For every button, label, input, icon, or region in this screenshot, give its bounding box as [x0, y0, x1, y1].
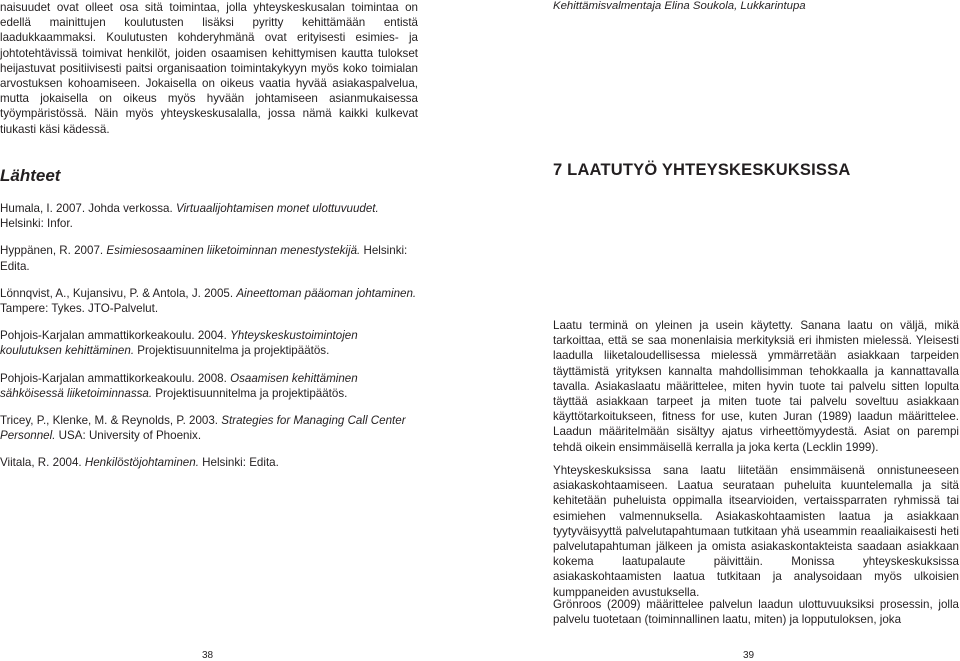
reference-list [0, 201, 418, 483]
reference-item: Hyppänen, R. 2007. Esimiesosaaminen liiketoiminnan menestystekijä. Helsinki: Edita. [0, 244, 408, 273]
body-paragraph: Grönroos (2009) määrittelee palvelun laadun ulottuvuuksiksi prosessin, jolla palvelu tuotetaan (toiminnallinen laatu, miten) ja lopputuloksen, joka [553, 598, 959, 627]
reference-item: Humala, I. 2007. Johda verkossa. Virtuaalijohtamisen monet ulottuvuudet. Helsinki: Infor. [0, 202, 379, 231]
right-page [553, 0, 959, 12]
intro-paragraph: naisuudet ovat olleet osa sitä toimintaa, jolla yhteyskeskusalan toimintaa on edellä mainittujen koulutusten lisäksi pyritty kehittämään entistä laadukkaammaksi. Koulutusten kohderyhmänä ovat erityisesti esimies- ja johtotehtävissä toimivat henkilöt, joiden osaamisen kehittymisen kautta tulokset heijastuvat positiivisesti paitsi organisaation toimintakykyyn myös koko toimialan arvostuksen kohoamiseen. Jokaisella on oikeus vaatia hyvää asiakaspalvelua, mutta jokaisella on oikeus myös hyvään johtamiseen asianmukaisessa työympäristössä. Näin myös yhteyskeskusalalla, jossa nämä kaikki kulkevat tiukasti käsi kädessä. [0, 1, 418, 136]
author-caption: Kehittämisvalmentaja Elina Soukola, Lukkarintupa [553, 0, 806, 12]
reference-item: Lönnqvist, A., Kujansivu, P. & Antola, J. 2005. Aineettoman pääoman johtaminen. Tampere: Tykes. JTO-Palvelut. [0, 286, 417, 316]
body-paragraph: Laatu terminä on yleinen ja usein käytetty. Sanana laatu on väljä, mikä tarkoittaa, että se saa monenlaisia merkityksiä eri ihmisten mielessä. Yleisesti laadulla liiketaloudellisessa mielessä ymmärretään asiakkaan tarpeiden täyttämistä yrityksen kannalta mahdollisimman tehokkaalla ja kannattavalla tavalla. Asiakaslaatu määrittelee, miten hyvin tuote tai palvelu sitten lopulta täyttää asiakkaan tarpeet ja miten tuote tai palvelu soveltuu asiakkaan käyttötarkoitukseen, fitness for use, kuten Juran (1989) laadun määrittelee. Laadun määritelmään sisältyy ajatus virheettömyydestä. Asiat on parempi tehdä oikein ensimmäisellä kerralla ja joka kerta (Lecklin 1999). [553, 319, 959, 454]
chapter-heading: 7 LAATUTYÖ YHTEYSKESKUKSISSA [553, 161, 851, 179]
right-paragraph-3-block [553, 597, 959, 627]
page-number-left: 38 [202, 650, 214, 661]
references-heading: Lähteet [0, 166, 61, 185]
reference-item: Viitala, R. 2004. Henkilöstöjohtaminen. Helsinki: Edita. [0, 456, 279, 470]
body-paragraph: Yhteyskeskuksissa sana laatu liitetään ensimmäisenä onnistuneeseen asiakaskohtaamiseen. Laatua seurataan puheluita kuuntelemalla ja sitä kehitetään puheluista oppimalla itsearvioiden, vertaissparraten ryhmissä tai esimiehen valmennuksella. Asiakaskohtaamisten laatua ja asiakkaan tyytyväisyyttä palvelutapahtumaan tutkitaan yhä useammin reaaliaikaisesti heti palvelutapahtuman jälkeen ja omista asiakaskontakteista saadaan asiakkaan kokema laatupalaute päivittäin. Monissa yhteyskeskuksissa asiakaskohtaamisten laatua tutkitaan ja analysoidaan myös ulkoisien kumppaneiden avustuksella. [553, 464, 959, 599]
left-page [0, 0, 418, 137]
right-paragraph-2-block [553, 463, 959, 600]
reference-item: Tricey, P., Klenke, M. & Reynolds, P. 2003. Strategies for Managing Call Center Personnel. USA: University of Phoenix. [0, 414, 406, 443]
right-paragraph-1-block [553, 318, 959, 455]
page-number-right: 39 [743, 650, 755, 661]
reference-item: Pohjois-Karjalan ammattikorkeakoulu. 2004. Yhteyskeskustoimintojen koulutuksen kehittäminen. Projektisuunnitelma ja projektipäätös. [0, 329, 358, 358]
reference-item: Pohjois-Karjalan ammattikorkeakoulu. 2008. Osaamisen kehittäminen sähköisessä liiketoiminnassa. Projektisuunnitelma ja projektipäätös. [0, 371, 358, 400]
